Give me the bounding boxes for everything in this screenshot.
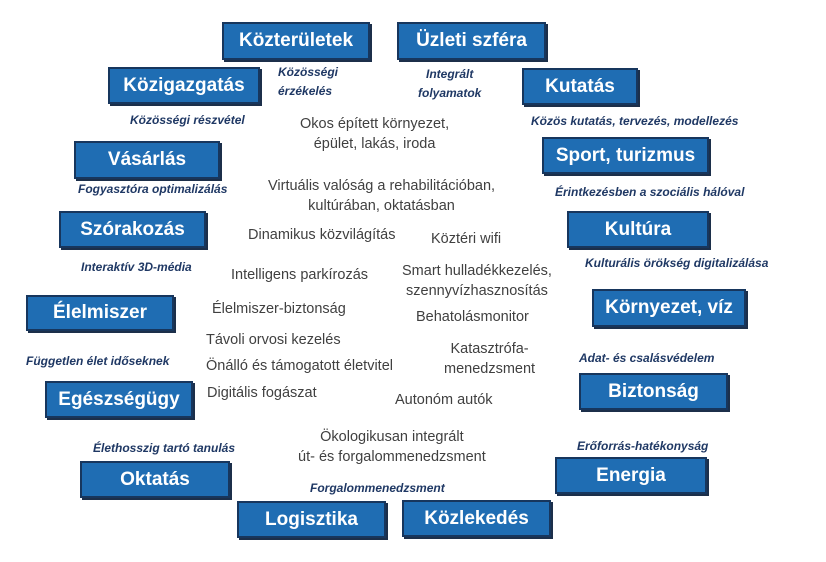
center-okologikusan-integralt-line2: út- és forgalommenedzsment xyxy=(298,448,486,465)
subtopic-eroforras-hatekonysag: Erőforrás-hatékonyság xyxy=(577,439,709,453)
center-kozteri-wifi: Köztéri wifi xyxy=(431,231,502,247)
category-kutatas: Kutatás xyxy=(522,68,638,105)
center-smart-hulladekkezeles-line1: Smart hulladékkezelés, xyxy=(402,263,552,279)
subtopic-kulturalis-orokseg: Kulturális örökség digitalizálása xyxy=(585,256,769,270)
center-okos-epitett xyxy=(300,115,449,154)
center-tavoli-orvosi-kezeles: Távoli orvosi kezelés xyxy=(206,332,341,348)
center-katasztrofa-menedzsment-line1: Katasztrófa- xyxy=(450,341,529,357)
subtopic-interaktiv-3d-media: Interaktív 3D-média xyxy=(81,260,192,274)
subtopic-forgalommenedzsment: Forgalommenedzsment xyxy=(310,481,445,495)
subtopic-integralt-folyamatok-line1: Integrált xyxy=(426,67,474,81)
subtopic-kozos-kutatas: Közös kutatás, tervezés, modellezés xyxy=(531,114,739,128)
center-dinamikus-kozvilagitas: Dinamikus közvilágítás xyxy=(248,227,396,243)
center-intelligens-parkirozas: Intelligens parkírozás xyxy=(231,267,369,283)
category-kozteruletek: Közterületek xyxy=(222,22,370,60)
subtopic-kozossegi-erzekeles-line2: érzékelés xyxy=(278,83,333,98)
category-biztonsag: Biztonság xyxy=(579,373,728,410)
center-elelmiszer-biztonsag: Élelmiszer-biztonság xyxy=(212,301,346,317)
center-smart-hulladekkezeles-line2: szennyvízhasznosítás xyxy=(406,282,548,299)
subtopic-fogyasztora-optimalizalas: Fogyasztóra optimalizálás xyxy=(78,182,228,196)
subtopic-kozossegi-erzekeles xyxy=(278,63,338,100)
center-behatolasmonitor: Behatolásmonitor xyxy=(416,309,529,325)
category-energia: Energia xyxy=(555,457,707,494)
center-okologikusan-integralt xyxy=(298,428,486,467)
subtopic-erintkezesben: Érintkezésben a szociális hálóval xyxy=(555,185,745,199)
center-virtualis-valosag-line2: kultúrában, oktatásban xyxy=(308,197,455,214)
subtopic-elethosszig-tanulas: Élethosszig tartó tanulás xyxy=(93,441,236,455)
center-katasztrofa-menedzsment-line2: menedzsment xyxy=(444,360,536,377)
category-szorakozas: Szórakozás xyxy=(59,211,206,248)
category-kornyezet-viz: Környezet, víz xyxy=(592,289,746,327)
category-sport-turizmus: Sport, turizmus xyxy=(542,137,709,174)
center-autonom-autok: Autonóm autók xyxy=(395,392,493,408)
center-onallo-eletvitel: Önálló és támogatott életvitel xyxy=(206,358,393,374)
subtopic-adat-csalasvedelem: Adat- és csalásvédelem xyxy=(579,351,715,365)
subtopic-integralt-folyamatok-line2: folyamatok xyxy=(418,85,482,100)
subtopic-fuggetlen-elet: Független élet időseknek xyxy=(26,354,170,368)
center-okologikusan-integralt-line1: Ökologikusan integrált xyxy=(320,429,464,445)
category-logisztika: Logisztika xyxy=(237,501,386,538)
subtopic-integralt-folyamatok xyxy=(418,65,481,102)
category-kozigazgatas: Közigazgatás xyxy=(108,67,260,104)
center-virtualis-valosag xyxy=(268,177,495,216)
center-virtualis-valosag-line1: Virtuális valóság a rehabilitációban, xyxy=(268,178,496,194)
category-egeszsegugy: Egészségügy xyxy=(45,381,193,418)
category-kultura: Kultúra xyxy=(567,211,709,248)
center-okos-epitett-line2: épület, lakás, iroda xyxy=(313,135,436,152)
center-katasztrofa-menedzsment xyxy=(444,340,535,379)
category-vasarlas: Vásárlás xyxy=(74,141,220,179)
category-kozlekedes: Közlekedés xyxy=(402,500,551,537)
subtopic-kozossegi-erzekeles-line1: Közösségi xyxy=(278,65,339,79)
subtopic-kozossegi-reszvetel: Közösségi részvétel xyxy=(130,113,245,127)
center-smart-hulladekkezeles xyxy=(402,262,552,301)
category-oktatas: Oktatás xyxy=(80,461,230,498)
category-elelmiszer: Élelmiszer xyxy=(26,295,174,331)
center-okos-epitett-line1: Okos épített környezet, xyxy=(300,116,450,132)
center-digitalis-fogaszat: Digitális fogászat xyxy=(207,385,317,401)
category-uzleti-szfera: Üzleti szféra xyxy=(397,22,546,60)
